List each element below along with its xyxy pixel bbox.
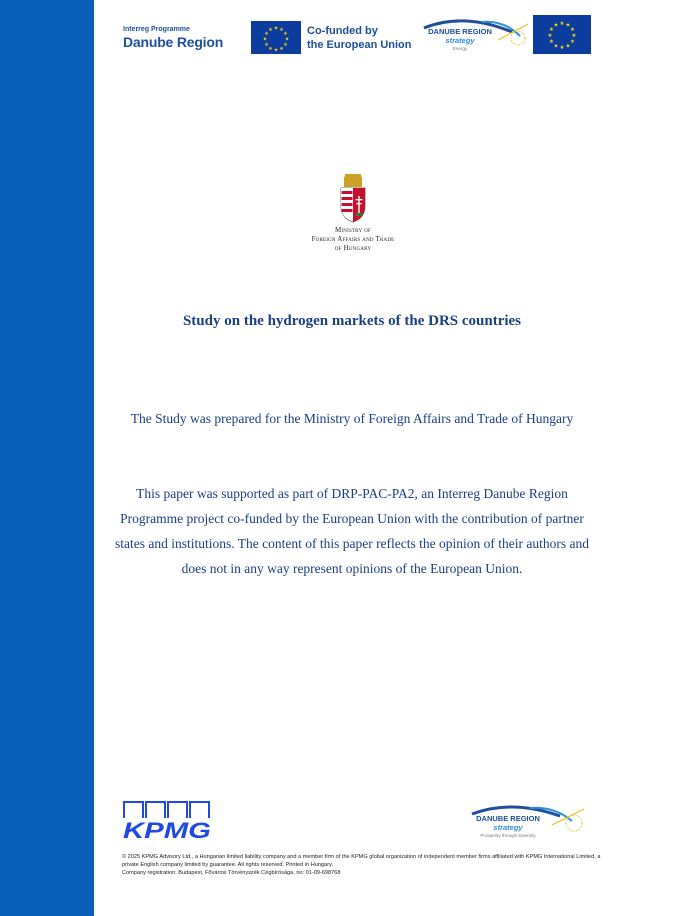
svg-text:★: ★	[264, 42, 269, 48]
svg-text:★: ★	[284, 36, 290, 43]
ministry-name	[270, 226, 436, 253]
svg-text:★: ★	[283, 31, 288, 37]
danube-region-strategy-logo	[420, 14, 532, 58]
left-blue-band	[0, 0, 94, 916]
hungarian-coat-of-arms-icon	[338, 174, 368, 224]
svg-text:★: ★	[279, 27, 284, 33]
drs-footer-line2: strategy	[493, 823, 523, 832]
svg-text:★: ★	[559, 21, 565, 27]
drs-top-line2: strategy	[445, 36, 475, 45]
cofunded-label: Co-funded by the European Union	[307, 25, 412, 51]
drs-footer-line1: DANUBE REGION	[476, 814, 540, 823]
svg-text:★: ★	[553, 43, 559, 50]
svg-text:★: ★	[570, 27, 575, 33]
svg-text:★: ★	[268, 46, 273, 52]
drs-footer-line3: Prosperity through Diversity	[480, 833, 536, 838]
svg-text:★: ★	[565, 43, 571, 50]
eu-flag-icon	[533, 15, 591, 54]
legal-footer	[122, 853, 602, 877]
drs-top-line1: DANUBE REGION	[428, 27, 492, 36]
interreg-logo	[123, 26, 223, 50]
document-title: Study on the hydrogen markets of the DRS countries	[182, 313, 522, 329]
svg-text:★: ★	[268, 27, 273, 33]
legal-registration: Company registration: Budapest, Fővárosi Törvényszék Cégbírósága, no: 01-09-698768	[122, 870, 341, 876]
ministry-line2: Foreign Affairs and Trade	[311, 235, 395, 243]
svg-text:★: ★	[553, 22, 559, 29]
svg-text:★: ★	[273, 47, 279, 54]
svg-text:★: ★	[549, 39, 554, 45]
svg-text:★: ★	[273, 25, 279, 32]
svg-text:★: ★	[547, 33, 553, 39]
svg-text:★: ★	[571, 33, 577, 39]
danube-region-strategy-footer-logo	[468, 801, 590, 841]
svg-text:★: ★	[283, 42, 288, 48]
ministry-line1: Ministry of	[334, 226, 371, 234]
kpmg-logo	[123, 801, 213, 841]
danube-region-label: Danube Region	[123, 34, 224, 50]
drs-top-line3: Energy	[452, 46, 468, 51]
svg-text:★: ★	[264, 31, 269, 37]
prepared-for-paragraph: The Study was prepared for the Ministry of Foreign Affairs and Trade of Hungary	[130, 411, 574, 426]
svg-text:★: ★	[559, 45, 565, 51]
ministry-line3: of Hungary	[334, 244, 372, 252]
svg-text:★: ★	[279, 46, 284, 52]
eu-flag-icon	[251, 21, 301, 54]
legal-copyright: © 2025 KPMG Advisory Ltd., a Hungarian limited liability company and a member firm of the KPMG global organization of independent member firms affiliated with KPMG International Limited, a private English company limited by guarantee. All rights reserved. Printed in Hungary.	[122, 854, 601, 868]
svg-text:★: ★	[549, 27, 554, 33]
svg-text:★: ★	[570, 39, 575, 45]
kpmg-wordmark: KPMG	[123, 818, 211, 841]
interreg-programme-label: Interreg Programme	[123, 26, 190, 33]
funding-disclaimer-paragraph: This paper was supported as part of DRP-PAC-PA2, an Interreg Danube Region Programme project co-funded by the European Union with the contribution of partner states and institutions. The content of this paper reflects the opinion of their authors and does not in any way represent opinions of the European Union.	[114, 486, 590, 576]
svg-text:★: ★	[262, 36, 268, 43]
svg-text:★: ★	[565, 22, 571, 29]
